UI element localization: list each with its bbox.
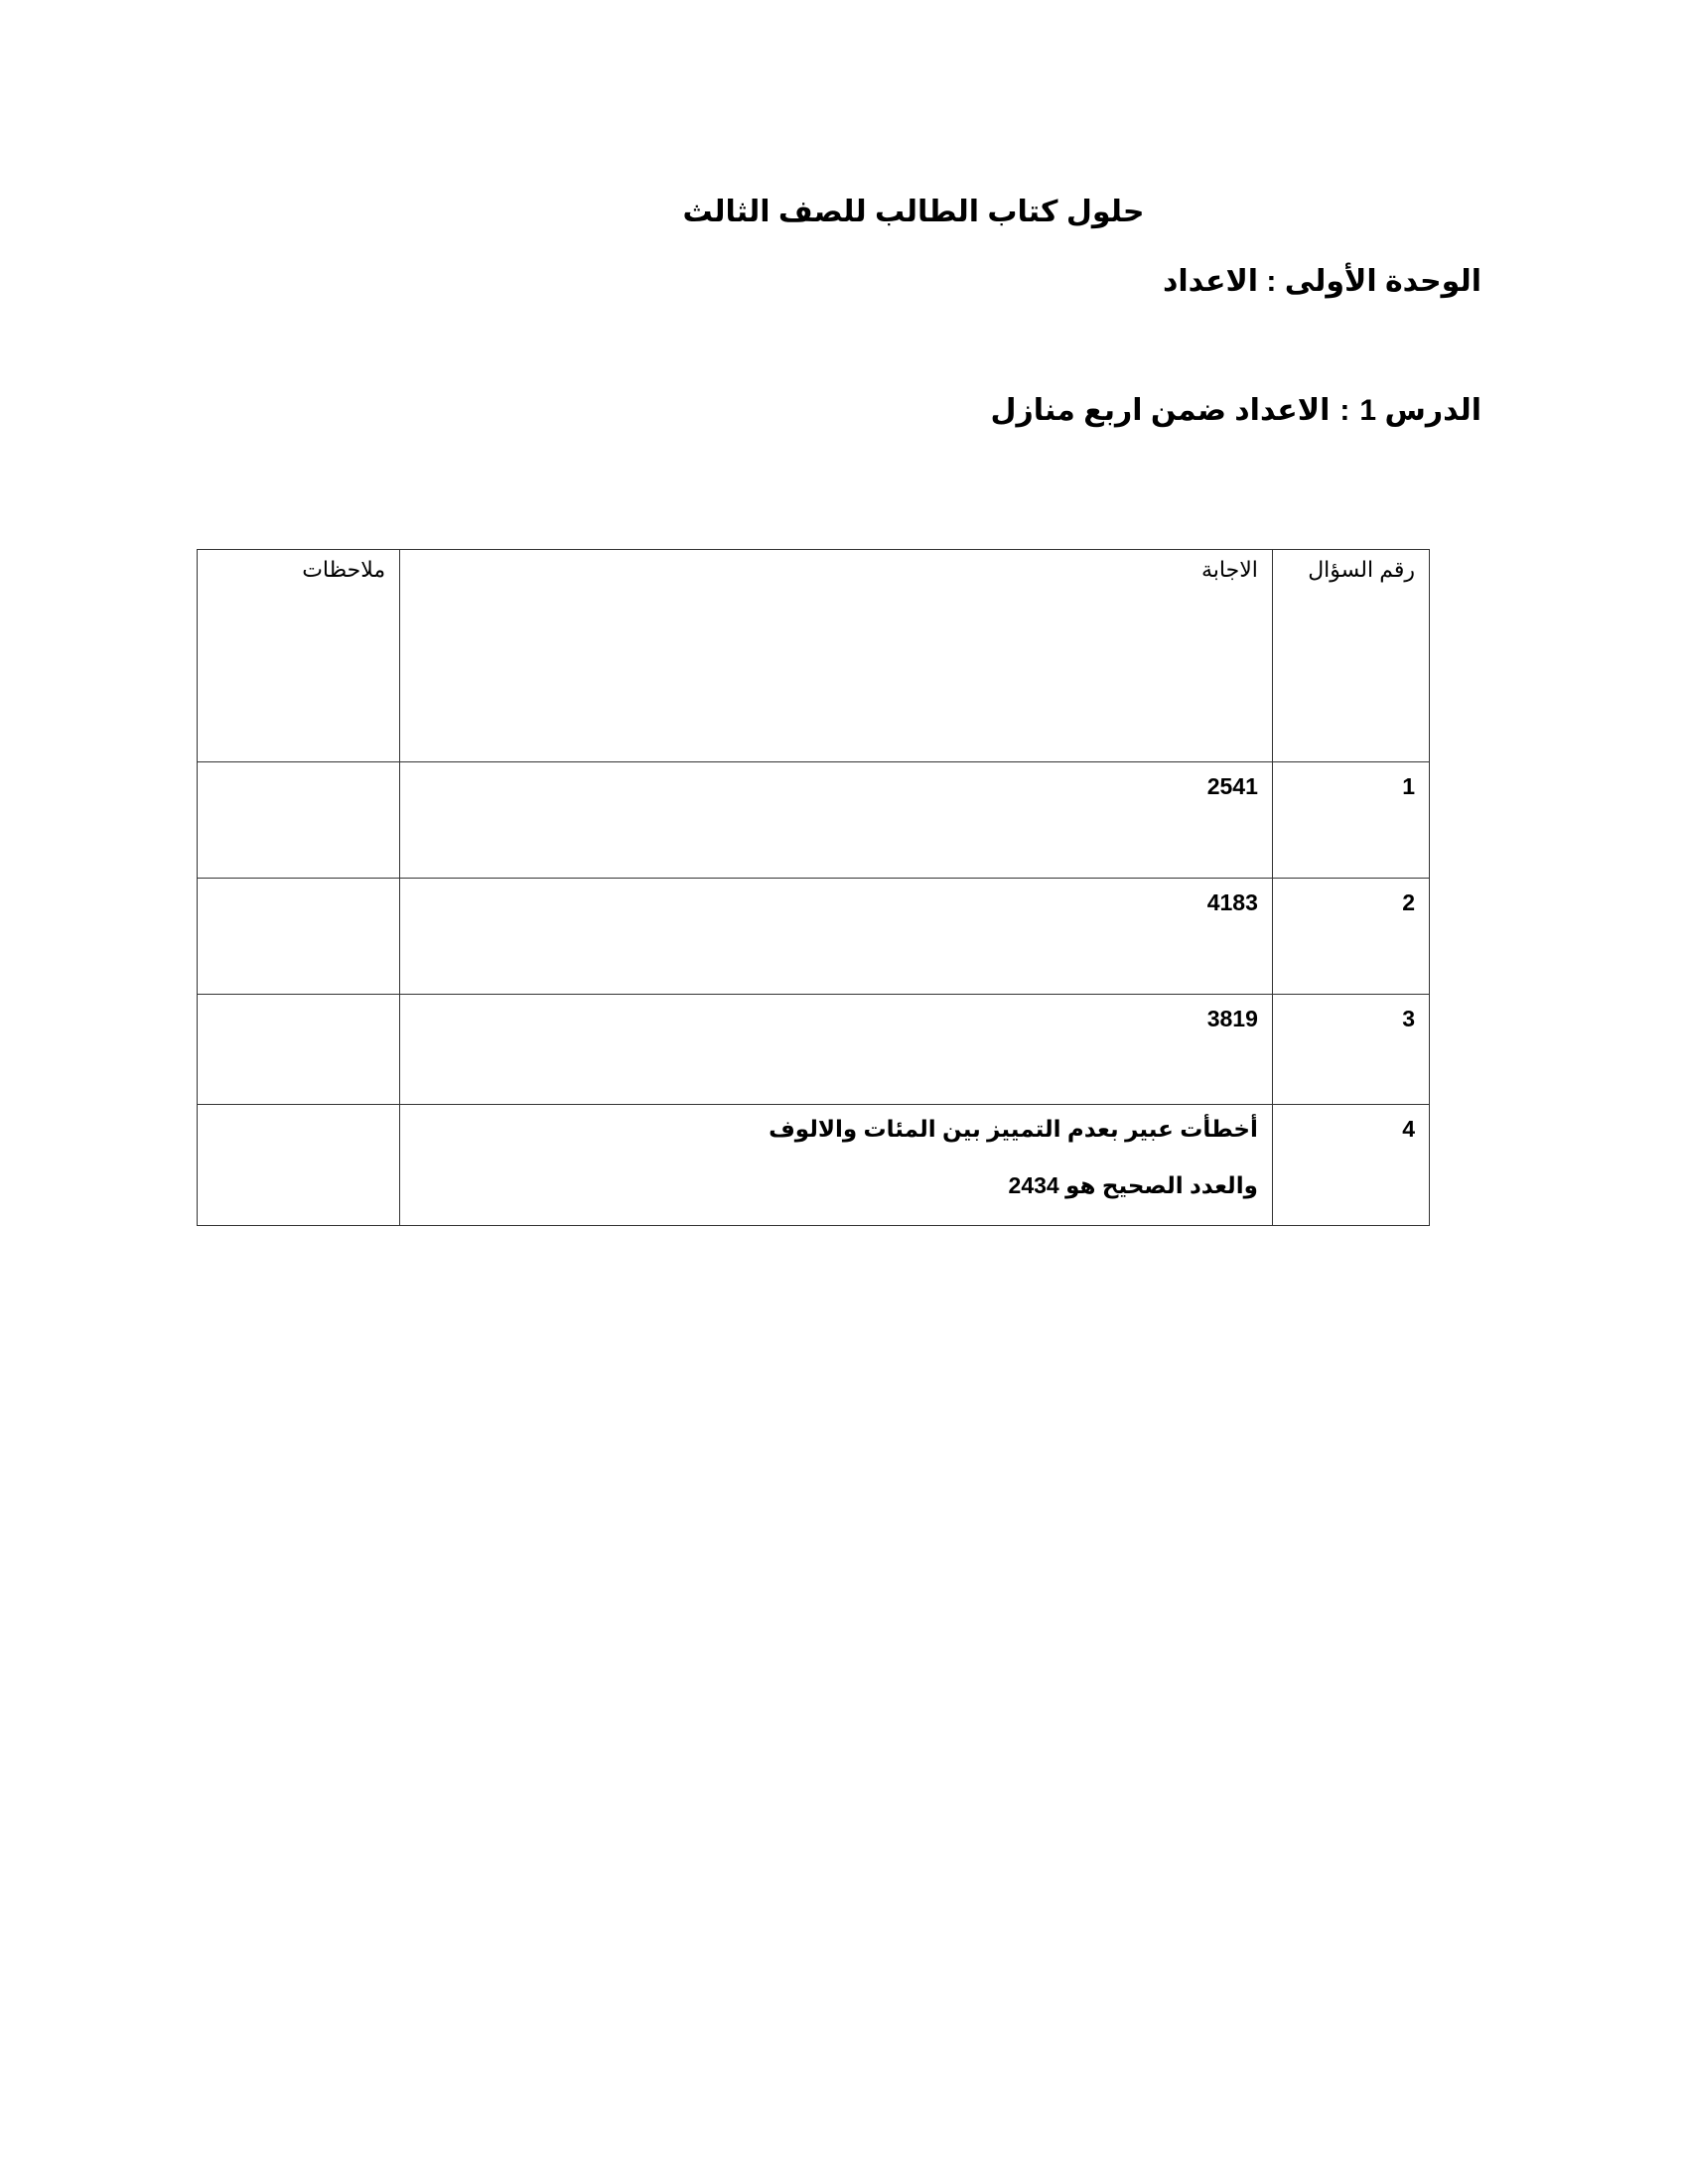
answer-line: 4183 <box>1206 889 1258 915</box>
lesson-heading <box>990 393 1481 428</box>
question-number-cell: 3 <box>1272 995 1429 1105</box>
question-number-cell: 4 <box>1272 1105 1429 1226</box>
lesson-name: الاعداد ضمن اربع منازل <box>990 394 1331 427</box>
table-row <box>198 879 1430 995</box>
notes-cell <box>198 879 400 995</box>
header-notes: ملاحظات <box>198 550 400 762</box>
question-number-cell: 1 <box>1272 762 1429 879</box>
answer-cell <box>400 995 1273 1105</box>
table-row <box>198 1105 1430 1226</box>
notes-cell <box>198 995 400 1105</box>
answers-table <box>197 549 1430 1226</box>
notes-cell <box>198 762 400 879</box>
answer-cell <box>400 762 1273 879</box>
answer-cell <box>400 1105 1273 1226</box>
header-question-number: رقم السؤال <box>1272 550 1429 762</box>
table-row <box>198 995 1430 1105</box>
answer-line: أخطأت عبير بعدم التمييز بين المئات والالوف <box>769 1116 1258 1142</box>
answer-line: والعدد الصحيح هو 2434 <box>1008 1171 1258 1198</box>
lesson-label: الدرس 1 <box>1359 394 1481 427</box>
header-answer: الاجابة <box>400 550 1273 762</box>
lesson-separator: : <box>1339 394 1350 427</box>
answer-line: 2541 <box>1206 773 1258 799</box>
table-header-row <box>198 550 1430 762</box>
document-title: حلول كتاب الطالب للصف الثالث <box>682 196 1145 228</box>
notes-cell <box>198 1105 400 1226</box>
unit-heading: الوحدة الأولى : الاعداد <box>1162 265 1481 298</box>
answer-line: 3819 <box>1206 1006 1258 1031</box>
answer-cell <box>400 879 1273 995</box>
question-number-cell: 2 <box>1272 879 1429 995</box>
table-row <box>198 762 1430 879</box>
